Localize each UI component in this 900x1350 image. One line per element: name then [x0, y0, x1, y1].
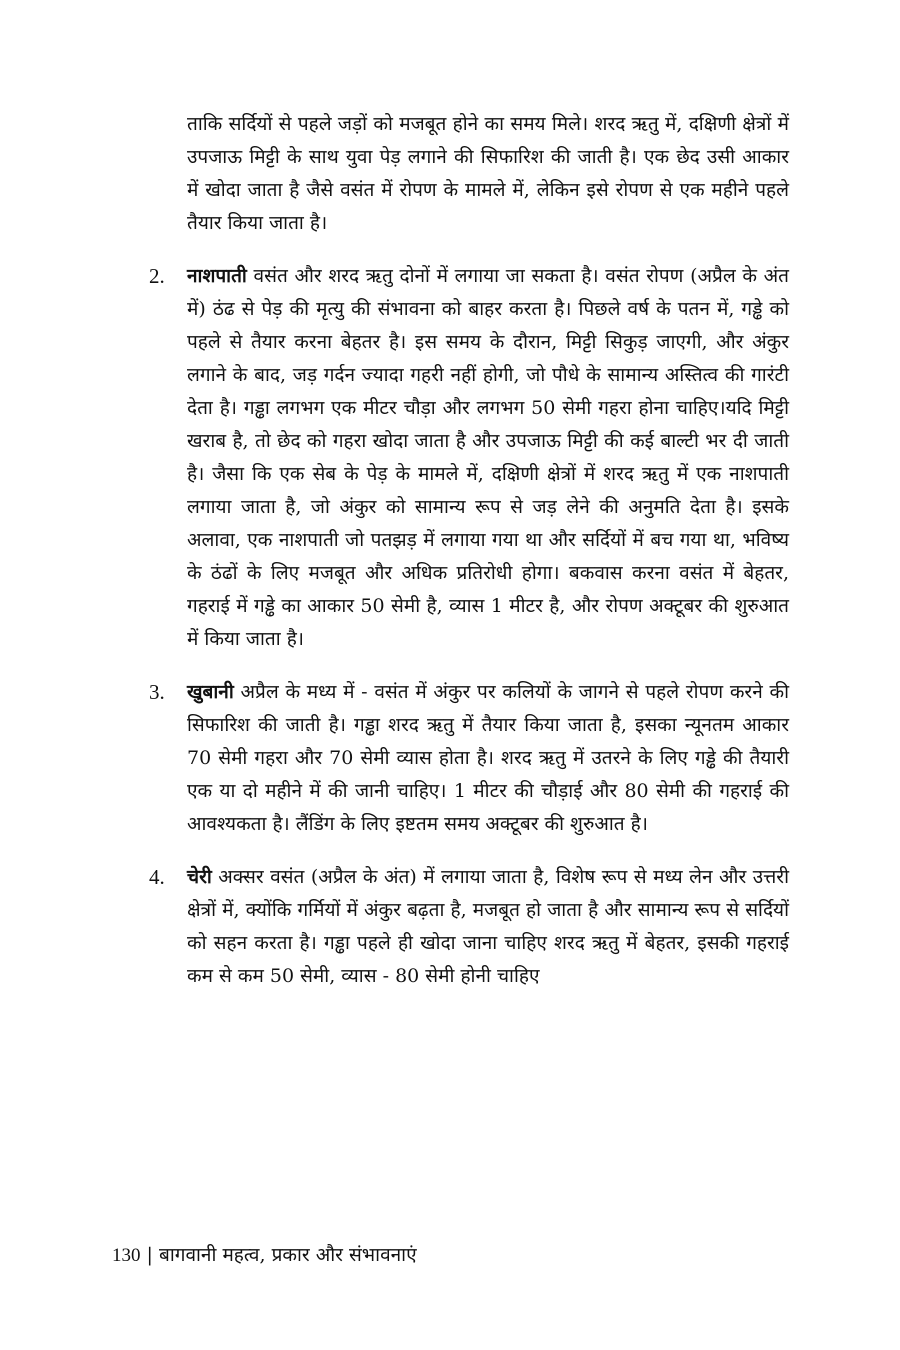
- list-item-number: 2.: [149, 264, 165, 288]
- list-item-title: नाशपाती: [187, 265, 247, 287]
- list-item-number: 3.: [149, 680, 165, 704]
- list-item-apricot: [149, 676, 789, 841]
- list-item-number: 4.: [149, 865, 165, 889]
- list-item-text: अक्सर वसंत (अप्रैल के अंत) में लगाया जाता है, विशेष रूप से मध्य लेन और उत्तरी क्षेत्रों में, क्योंकि गर्मियों में अंकुर बढ़ता है, मजबूत हो जाता है और सामान्य रूप से सर्दियों को सहन करता है। गड्ढा पहले ही खोदा जाना चाहिए शरद ऋतु में बेहतर, इसकी गहराई कम से कम 50 सेमी, व्यास - 80 सेमी होनी चाहिए: [187, 866, 789, 987]
- page-footer: [112, 1240, 417, 1271]
- list-item-title: खुबानी: [187, 681, 234, 703]
- list-item-title: चेरी: [187, 866, 212, 888]
- footer-separator: |: [140, 1244, 159, 1266]
- page-body: [149, 108, 789, 1013]
- list-item-cherry: [149, 861, 789, 993]
- intro-paragraph: ताकि सर्दियों से पहले जड़ों को मजबूत होने का समय मिले। शरद ऋतु में, दक्षिणी क्षेत्रों में उपजाऊ मिट्टी के साथ युवा पेड़ लगाने की सिफारिश की जाती है। एक छेद उसी आकार में खोदा जाता है जैसे वसंत में रोपण के मामले में, लेकिन इसे रोपण से एक महीने पहले तैयार किया जाता है।: [187, 113, 789, 234]
- page-number: 130: [112, 1245, 141, 1266]
- list-item-text: अप्रैल के मध्य में - वसंत में अंकुर पर कलियों के जागने से पहले रोपण करने की सिफारिश की जाती है। गड्ढा शरद ऋतु में तैयार किया जाता है, इसका न्यूनतम आकार 70 सेमी गहरा और 70 सेमी व्यास होता है। शरद ऋतु में उतरने के लिए गड्ढे की तैयारी एक या दो महीने में की जानी चाहिए। 1 मीटर की चौड़ाई और 80 सेमी की गहराई की आवश्यकता है। लैंडिंग के लिए इष्टतम समय अक्टूबर की शुरुआत है।: [187, 681, 789, 835]
- list-item-text: वसंत और शरद ऋतु दोनों में लगाया जा सकता है। वसंत रोपण (अप्रैल के अंत में) ठंढ से पेड़ की मृत्यु की संभावना को बाहर करता है। पिछले वर्ष के पतन में, गड्ढे को पहले से तैयार करना बेहतर है। इस समय के दौरान, मिट्टी सिकुड़ जाएगी, और अंकुर लगाने के बाद, जड़ गर्दन ज्यादा गहरी नहीं होगी, जो पौधे के सामान्य अस्तित्व की गारंटी देता है। गड्ढा लगभग एक मीटर चौड़ा और लगभग 50 सेमी गहरा होना चाहिए।यदि मिट्टी खराब है, तो छेद को गहरा खोदा जाता है और उपजाऊ मिट्टी की कई बाल्टी भर दी जाती है। जैसा कि एक सेब के पेड़ के मामले में, दक्षिणी क्षेत्रों में शरद ऋतु में एक नाशपाती लगाया जाता है, जो अंकुर को सामान्य रूप से जड़ लेने की अनुमति देता है। इसके अलावा, एक नाशपाती जो पतझड़ में लगाया गया था और सर्दियों में बच गया था, भविष्य के ठंढों के लिए मजबूत और अधिक प्रतिरोधी होगा। बकवास करना वसंत में बेहतर, गहराई में गड्ढे का आकार 50 सेमी है, व्यास 1 मीटर है, और रोपण अक्टूबर की शुरुआत में किया जाता है।: [187, 265, 789, 650]
- list-item-pear: [149, 260, 789, 656]
- book-title: बागवानी महत्व, प्रकार और संभावनाएं: [158, 1244, 417, 1266]
